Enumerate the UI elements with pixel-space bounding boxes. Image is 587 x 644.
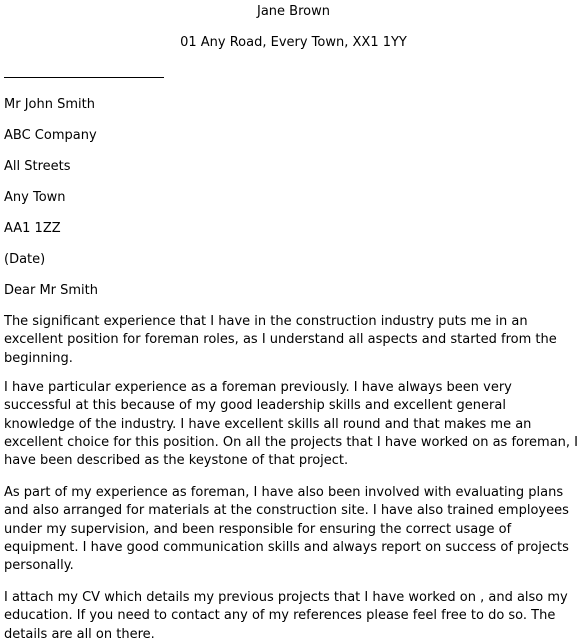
recipient-town: Any Town — [4, 190, 66, 205]
signature-rule-divider — [4, 77, 164, 78]
body-paragraph-duties: As part of my experience as foreman, I have also been involved with evaluating plans and also arranged for materials at the construction site. I have also trained employees under my supervision, and been responsible for ensuring the correct usage of equipment. I have good communication skills and always report on success of projects personally. — [4, 485, 569, 574]
body-paragraph-attachment: I attach my CV which details my previous projects that I have worked on , and also my education. If you need to contact any of my references please feel free to do so. The details are all on there. — [4, 590, 568, 642]
recipient-street: All Streets — [4, 159, 71, 174]
body-paragraph-experience: I have particular experience as a foreman previously. I have always been very successful at this because of my good leadership skills and excellent general knowledge of the industry. I have excellent skills all round and that makes me an excellent choice for this position. On all the projects that I have worked on as foreman, I have been described as the keystone of that project. — [4, 380, 578, 469]
salutation: Dear Mr Smith — [4, 283, 99, 298]
sender-address: 01 Any Road, Every Town, XX1 1YY — [180, 35, 407, 50]
recipient-company: ABC Company — [4, 128, 97, 143]
letter-date: (Date) — [4, 252, 46, 267]
recipient-name: Mr John Smith — [4, 97, 95, 112]
sender-name: Jane Brown — [257, 4, 330, 19]
recipient-postcode: AA1 1ZZ — [4, 221, 61, 236]
body-paragraph-intro: The significant experience that I have in the construction industry puts me in an excellent position for foreman roles, as I understand all aspects and started from the beginning. — [4, 314, 557, 366]
